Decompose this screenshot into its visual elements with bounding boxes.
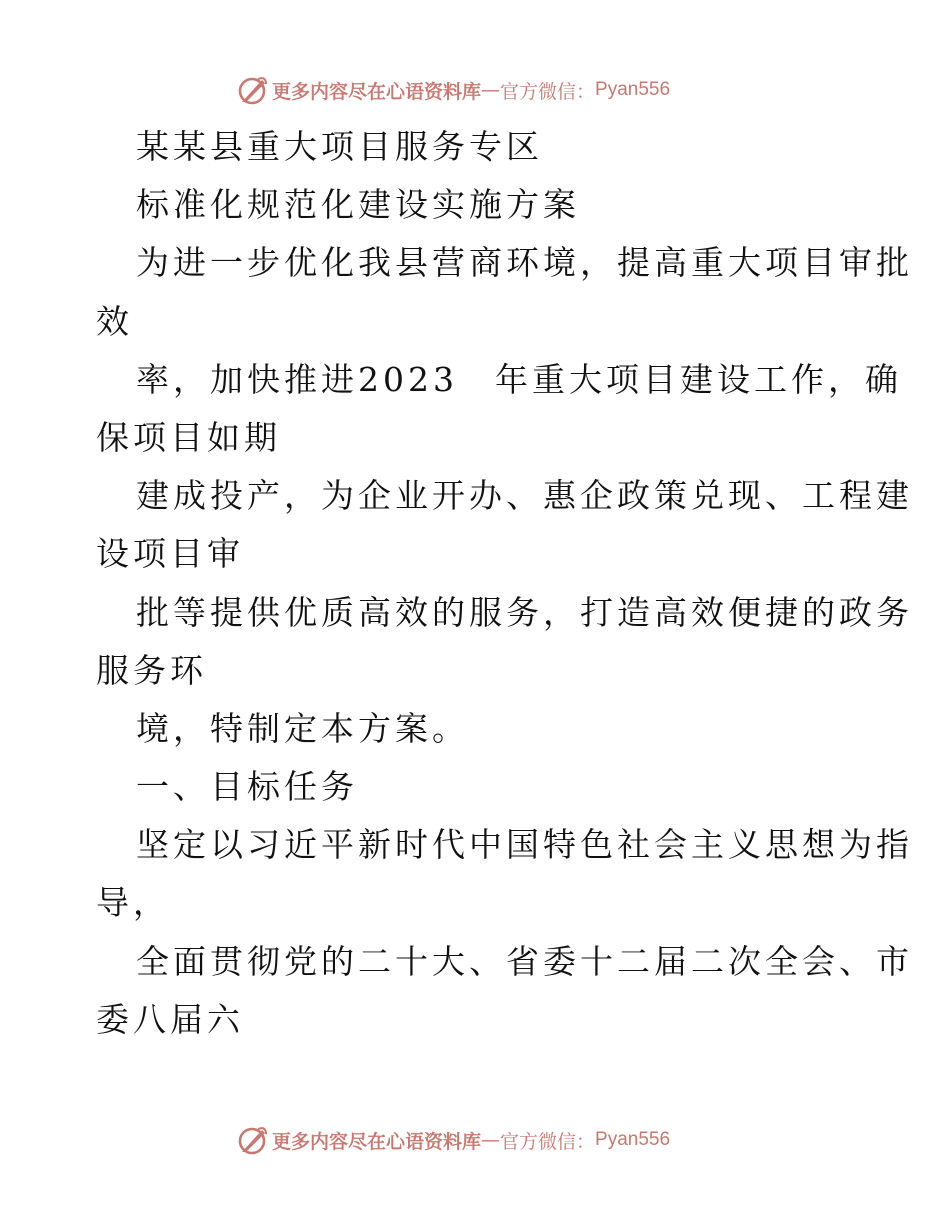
quill-logo-icon xyxy=(236,1124,268,1156)
banner-wechat-label: 官方微信： xyxy=(500,80,596,103)
banner-wechat-label: 官方微信： xyxy=(500,1130,596,1153)
doc-paragraph-line: 全面贯彻党的二十大、省委十二届二次全会、市 xyxy=(136,941,913,981)
quill-logo-icon xyxy=(236,74,268,106)
doc-paragraph-line: 服务环 xyxy=(96,650,207,690)
doc-paragraph-line: 为进一步优化我县营商环境，提高重大项目审批 xyxy=(136,243,913,283)
doc-paragraph-line: 委八届六 xyxy=(96,999,244,1039)
doc-paragraph-line: 建成投产，为企业开办、惠企政策兑现、工程建 xyxy=(136,476,913,516)
doc-paragraph-line: 率，加快推进2023 年重大项目建设工作，确 xyxy=(136,359,902,399)
doc-section-heading: 一、目标任务 xyxy=(136,767,358,807)
doc-paragraph-line: 批等提供优质高效的服务，打造高效便捷的政务 xyxy=(136,592,913,632)
doc-title-line-1: 某某县重大项目服务专区 xyxy=(136,127,543,166)
footer-watermark xyxy=(236,1123,670,1157)
banner-dash: — xyxy=(481,1129,501,1151)
doc-paragraph-line: 坚定以习近平新时代中国特色社会主义思想为指 xyxy=(136,825,913,865)
banner-brand-text: 更多内容尽在心语资料库 xyxy=(272,1130,482,1153)
doc-paragraph-line: 效 xyxy=(96,301,133,341)
header-watermark xyxy=(236,73,670,107)
banner-brand-text: 更多内容尽在心语资料库 xyxy=(272,80,482,103)
doc-title-line-2: 标准化规范化建设实施方案 xyxy=(136,185,580,225)
doc-paragraph-line: 境，特制定本方案。 xyxy=(136,708,469,748)
banner-dash: — xyxy=(481,79,501,101)
doc-paragraph-line: 导， xyxy=(96,883,170,923)
banner-wechat-id: Pyan556 xyxy=(595,1129,671,1150)
doc-paragraph-line: 设项目审 xyxy=(96,534,244,574)
document-body xyxy=(96,118,913,1049)
doc-paragraph-line: 保项目如期 xyxy=(96,417,281,457)
banner-wechat-id: Pyan556 xyxy=(595,79,671,100)
